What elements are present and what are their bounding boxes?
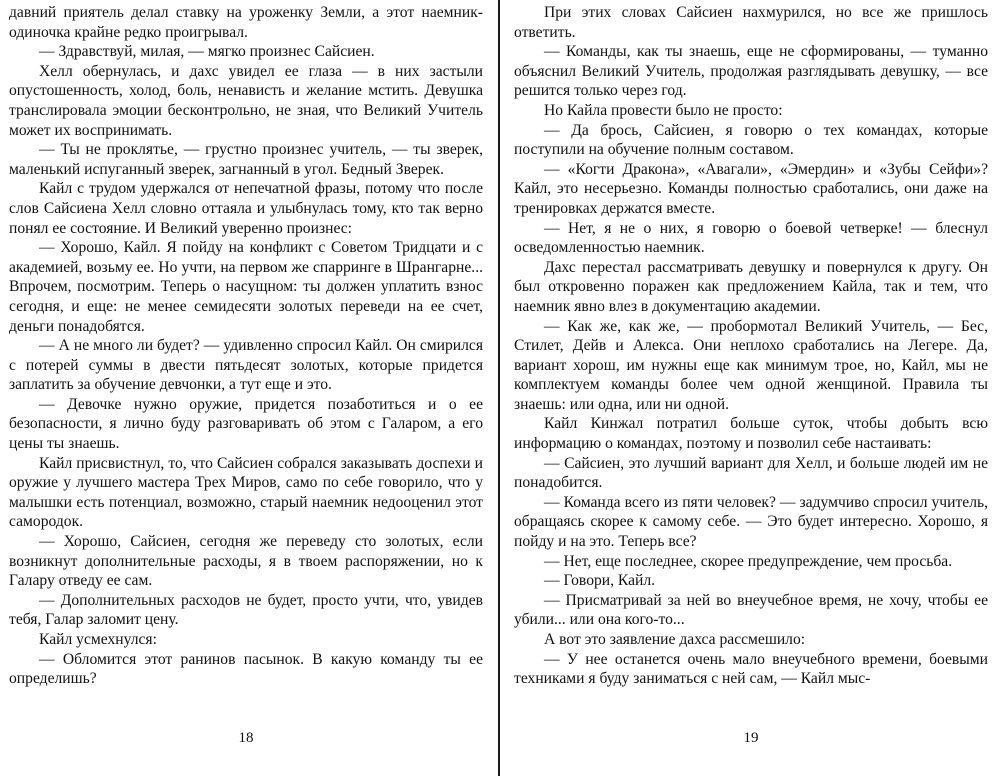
paragraph: — Как же, как же, — пробормотал Великий Учитель, — Бес, Стилет, Дейв и Алекса. Они неплохо сработались на Легере. Да, вариант хорош, им нужны еще как минимум трое, но, Кайл, мы не комплектуем команды более чем одной женщиной. Правила ты знаешь: или одна, или ни одной. — [514, 317, 988, 413]
paragraph: — Команды, как ты знаешь, еще не сформированы, — туманно объяснил Великий Учитель, продолжая разглядывать девушку, — все решится только через год. — [514, 43, 988, 100]
paragraph: Кайл с трудом удержался от непечатной фразы, потому что после слов Сайсиена Хелл словно оттаяла и улыбнулась тому, кто так верно понял ее состояние. И Великий уверенно произнес: — [9, 180, 483, 237]
paragraph: — Девочке нужно оружие, придется позаботиться и о ее безопасности, я лично буду разговаривать об этом с Галаром, а его цены ты знаешь. — [9, 395, 483, 453]
paragraph: — Присматривай за ней во внеучебное время, не хочу, чтобы ее убили... или она кого-то... — [514, 591, 988, 629]
paragraph: — А не много ли будет? — удивленно спросил Кайл. Он смирился с потерей суммы в двести пятьдесят золотых, которые придется заплатить за обучение девчонки, а тут еще и это. — [9, 337, 483, 394]
paragraph: При этих словах Сайсиен нахмурился, но все же пришлось ответить. — [514, 4, 988, 41]
left-page — [9, 0, 483, 776]
page-number: 18 — [238, 730, 254, 746]
paragraph: — У нее останется очень мало внеучебного времени, боевыми техниками я буду заниматься с ней сам, — Кайл мыс- — [514, 650, 988, 688]
paragraph: — Сайсиен, это лучший вариант для Хелл, и больше людей им не понадобится. — [514, 454, 988, 492]
page-number: 19 — [743, 730, 759, 746]
paragraph: — Хорошо, Кайл. Я пойду на конфликт с Советом Тридцати и с академией, возьму ее. Но учти, на первом же спарринге в Шрангарне... Впрочем, посмотрим. Теперь о насущном: ты должен уплатить взнос сегодня, и еще: не менее семидесяти золотых переведи на ее счет, деньги понадобятся. — [9, 239, 483, 335]
paragraph: — Говори, Кайл. — [544, 572, 656, 590]
paragraph: — Команда всего из пяти человек? — задумчиво спросил учитель, обращаясь скорее к самому себе. — Это будет интересно. Хорошо, я пойду и на это. Теперь все? — [514, 493, 988, 551]
right-page-text — [514, 3, 988, 689]
paragraph: Хелл обернулась, и дахс увидел ее глаза — в них застыли опустошенность, холод, боль, ненависть и желание мстить. Девушка транслировала эмоции бесконтрольно, не зная, что Великий Учитель может их воспринимать. — [9, 62, 483, 139]
paragraph: — «Когти Дракона», «Авагали», «Эмердин» и «Зубы Сейфи»? Кайл, это несерьезно. Команды полностью сработались, они даже на тренировках держатся вместе. — [514, 160, 988, 217]
paragraph: — Здравствуй, милая, — мягко произнес Сайсиен. — [39, 43, 375, 61]
paragraph: — Нет, я не о них, я говорю о боевой четверке! — блеснул осведомленностью наемник. — [514, 219, 988, 257]
paragraph: — Нет, еще последнее, скорее предупреждение, чем просьба. — [544, 552, 953, 570]
paragraph: Дахс перестал рассматривать девушку и повернулся к другу. Он был откровенно поражен как предложением Кайла, так и тем, что наемник явно влез в документацию академии. — [514, 258, 988, 315]
paragraph: — Обломится этот ранинов пасынок. В какую команду ты ее определишь? — [9, 650, 483, 688]
paragraph: — Хорошо, Сайсиен, сегодня же переведу сто золотых, если возникнут дополнительные расходы, я в твоем распоряжении, но к Галару отведу ее сам. — [9, 533, 483, 590]
paragraph: Но Кайла провести было не просто: — [544, 101, 783, 119]
paragraph: — Да брось, Сайсиен, я говорю о тех командах, которые поступили на обучение полным составом. — [514, 121, 988, 159]
paragraph: Кайл присвистнул, то, что Сайсиен собрался заказывать доспехи и оружие у лучшего мастера Трех Миров, само по себе говорило, что у малышки есть потенциал, возможно, старый наемник недооценил этот самородок. — [9, 454, 483, 531]
left-page-text — [9, 3, 483, 689]
paragraph: А вот это заявление дахса рассмешило: — [544, 631, 806, 648]
paragraph: — Ты не проклятье, — грустно произнес учитель, — ты зверек, маленький испуганный зверек, загнанный в угол. Бедный Зверек. — [9, 141, 483, 178]
paragraph: Кайл Кинжал потратил больше суток, чтобы добыть всю информацию о командах, поэтому и позволил себе настаивать: — [514, 415, 988, 453]
paragraph: давний приятель делал ставку на уроженку Земли, а этот наемник-одиночка крайне редко проигрывал. — [9, 4, 483, 41]
paragraph: Кайл усмехнулся: — [39, 631, 157, 648]
page-divider — [498, 0, 500, 776]
paragraph: — Дополнительных расходов не будет, просто учти, что, увидев тебя, Галар заломит цену. — [9, 591, 483, 629]
right-page — [514, 0, 988, 776]
